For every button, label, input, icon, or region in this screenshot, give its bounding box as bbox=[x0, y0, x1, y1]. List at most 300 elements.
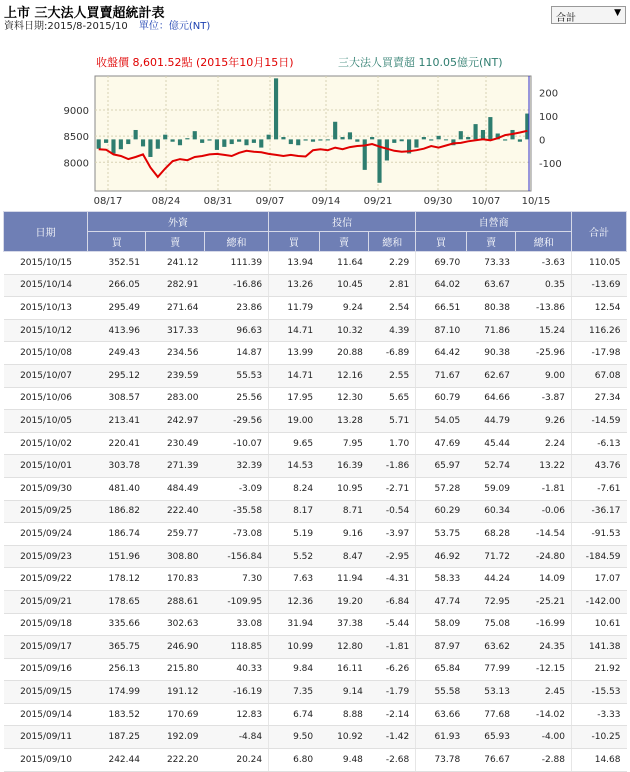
page-title: 上市 三大法人買賣超統計表 bbox=[4, 6, 165, 21]
cell-value: 90.38 bbox=[466, 342, 516, 365]
cell-value: 178.65 bbox=[88, 590, 146, 613]
cell-value: 53.13 bbox=[466, 681, 516, 704]
cell-value: 11.79 bbox=[269, 297, 320, 320]
header-date: 日期 bbox=[4, 212, 88, 252]
cell-value: 14.71 bbox=[269, 319, 320, 342]
cell-value: 53.75 bbox=[416, 523, 467, 546]
table-header-row bbox=[4, 212, 627, 232]
cell-date: 2015/10/08 bbox=[4, 342, 88, 365]
cell-value: 8.71 bbox=[319, 500, 369, 523]
net-bar bbox=[104, 139, 108, 143]
cell-date: 2015/09/21 bbox=[4, 590, 88, 613]
net-bar bbox=[429, 139, 433, 140]
cell-value: -10.25 bbox=[572, 726, 627, 749]
net-bar bbox=[466, 137, 470, 139]
cell-value: 20.88 bbox=[319, 342, 369, 365]
cell-value: 222.40 bbox=[146, 500, 204, 523]
cell-value: 59.09 bbox=[466, 477, 516, 500]
cell-value: 73.78 bbox=[416, 749, 467, 772]
net-bar bbox=[222, 139, 226, 147]
cell-value: -12.15 bbox=[516, 658, 572, 681]
table-row bbox=[4, 410, 627, 433]
cell-value: -3.97 bbox=[369, 523, 416, 546]
net-bar bbox=[119, 139, 123, 149]
table-row bbox=[4, 613, 627, 636]
cell-value: -14.02 bbox=[516, 703, 572, 726]
cell-value: 220.41 bbox=[88, 432, 146, 455]
cell-value: 10.45 bbox=[319, 274, 369, 297]
cell-value: 62.67 bbox=[466, 364, 516, 387]
right-tick-label: 0 bbox=[539, 135, 546, 147]
net-bar bbox=[200, 139, 204, 143]
cell-date: 2015/09/11 bbox=[4, 726, 88, 749]
cell-value: 9.24 bbox=[319, 297, 369, 320]
cell-value: 413.96 bbox=[88, 319, 146, 342]
cell-value: -6.84 bbox=[369, 590, 416, 613]
net-bar bbox=[207, 139, 211, 140]
net-bar bbox=[259, 139, 263, 147]
cell-value: 7.30 bbox=[204, 568, 268, 591]
institutional-table bbox=[3, 211, 627, 772]
cell-date: 2015/10/12 bbox=[4, 319, 88, 342]
cell-value: 192.09 bbox=[146, 726, 204, 749]
cell-date: 2015/10/07 bbox=[4, 364, 88, 387]
table-row bbox=[4, 455, 627, 478]
net-bar bbox=[333, 122, 337, 140]
cell-value: -29.56 bbox=[204, 410, 268, 433]
cell-date: 2015/09/24 bbox=[4, 523, 88, 546]
header-total: 合計 bbox=[572, 212, 627, 252]
x-tick-label: 10/07 bbox=[471, 196, 501, 207]
cell-value: 14.53 bbox=[269, 455, 320, 478]
cell-value: -6.13 bbox=[572, 432, 627, 455]
cell-value: -6.26 bbox=[369, 658, 416, 681]
cell-value: -2.71 bbox=[369, 477, 416, 500]
cell-date: 2015/10/15 bbox=[4, 252, 88, 275]
net-bar bbox=[252, 139, 256, 143]
cell-value: 256.13 bbox=[88, 658, 146, 681]
cell-value: 27.34 bbox=[572, 387, 627, 410]
cell-value: 76.67 bbox=[466, 749, 516, 772]
cell-value: 246.90 bbox=[146, 636, 204, 659]
cell-date: 2015/09/25 bbox=[4, 500, 88, 523]
cell-date: 2015/09/17 bbox=[4, 636, 88, 659]
cell-value: 63.66 bbox=[416, 703, 467, 726]
cell-value: -17.98 bbox=[572, 342, 627, 365]
cell-value: -16.99 bbox=[516, 613, 572, 636]
cell-value: 484.49 bbox=[146, 477, 204, 500]
cell-value: 21.92 bbox=[572, 658, 627, 681]
cell-value: 170.83 bbox=[146, 568, 204, 591]
cell-value: -4.31 bbox=[369, 568, 416, 591]
cell-date: 2015/10/14 bbox=[4, 274, 88, 297]
header-dealer-sell: 賣 bbox=[466, 232, 516, 252]
net-bar bbox=[97, 139, 101, 148]
net-bar bbox=[185, 138, 189, 139]
cell-value: 7.63 bbox=[269, 568, 320, 591]
x-tick-label: 08/31 bbox=[203, 196, 233, 207]
net-bar bbox=[304, 139, 308, 140]
cell-value: 2.45 bbox=[516, 681, 572, 704]
net-bar bbox=[474, 124, 478, 139]
cell-date: 2015/10/06 bbox=[4, 387, 88, 410]
cell-value: 55.53 bbox=[204, 364, 268, 387]
table-row bbox=[4, 568, 627, 591]
cell-value: -1.81 bbox=[516, 477, 572, 500]
cell-value: 64.02 bbox=[416, 274, 467, 297]
cell-value: 6.74 bbox=[269, 703, 320, 726]
cell-value: 335.66 bbox=[88, 613, 146, 636]
cell-value: -16.19 bbox=[204, 681, 268, 704]
cell-value: 271.64 bbox=[146, 297, 204, 320]
cell-value: 2.54 bbox=[369, 297, 416, 320]
cell-value: 5.52 bbox=[269, 545, 320, 568]
cell-value: 116.26 bbox=[572, 319, 627, 342]
cell-value: 44.79 bbox=[466, 410, 516, 433]
cell-value: 249.43 bbox=[88, 342, 146, 365]
cell-value: -1.86 bbox=[369, 455, 416, 478]
net-bar bbox=[422, 137, 426, 139]
cell-value: 58.33 bbox=[416, 568, 467, 591]
cell-value: -14.54 bbox=[516, 523, 572, 546]
cell-value: -1.79 bbox=[369, 681, 416, 704]
cell-value: 10.32 bbox=[319, 319, 369, 342]
net-bar bbox=[311, 139, 315, 141]
cell-value: 282.91 bbox=[146, 274, 204, 297]
cell-value: 7.35 bbox=[269, 681, 320, 704]
cell-value: 118.85 bbox=[204, 636, 268, 659]
cell-date: 2015/09/23 bbox=[4, 545, 88, 568]
cell-value: 288.61 bbox=[146, 590, 204, 613]
net-bar bbox=[244, 139, 248, 145]
cell-date: 2015/09/14 bbox=[4, 703, 88, 726]
cell-value: -4.84 bbox=[204, 726, 268, 749]
table-row bbox=[4, 636, 627, 659]
cell-value: 77.99 bbox=[466, 658, 516, 681]
cell-value: 60.29 bbox=[416, 500, 467, 523]
net-bar bbox=[414, 139, 418, 147]
cell-value: 1.70 bbox=[369, 432, 416, 455]
cell-value: 47.74 bbox=[416, 590, 467, 613]
cell-value: 47.69 bbox=[416, 432, 467, 455]
cell-value: 46.92 bbox=[416, 545, 467, 568]
cell-value: 9.00 bbox=[516, 364, 572, 387]
cell-value: 65.93 bbox=[466, 726, 516, 749]
cell-value: -2.14 bbox=[369, 703, 416, 726]
cell-value: 44.24 bbox=[466, 568, 516, 591]
cell-value: 55.58 bbox=[416, 681, 467, 704]
net-bar bbox=[193, 131, 197, 139]
cell-value: -4.00 bbox=[516, 726, 572, 749]
cell-value: 10.95 bbox=[319, 477, 369, 500]
cell-value: 9.50 bbox=[269, 726, 320, 749]
institutional-chart bbox=[0, 48, 630, 208]
right-tick-label: 200 bbox=[539, 88, 559, 100]
cell-value: 213.41 bbox=[88, 410, 146, 433]
x-tick-label: 09/14 bbox=[311, 196, 341, 207]
net-bar bbox=[237, 139, 241, 141]
cell-value: 9.26 bbox=[516, 410, 572, 433]
right-tick-label: 100 bbox=[539, 111, 559, 123]
cell-date: 2015/09/22 bbox=[4, 568, 88, 591]
header-trust-sell: 賣 bbox=[319, 232, 369, 252]
net-bar bbox=[444, 139, 448, 140]
cell-value: -24.80 bbox=[516, 545, 572, 568]
cell-value: -25.96 bbox=[516, 342, 572, 365]
header-trust-buy: 買 bbox=[269, 232, 320, 252]
cell-value: 110.05 bbox=[572, 252, 627, 275]
table-row bbox=[4, 319, 627, 342]
net-title: 三大法人買賣超 110.05億元(NT) bbox=[338, 56, 503, 69]
cell-value: 303.78 bbox=[88, 455, 146, 478]
cell-value: 12.36 bbox=[269, 590, 320, 613]
left-tick-label: 8500 bbox=[63, 132, 89, 144]
cell-value: 10.61 bbox=[572, 613, 627, 636]
cell-value: 141.38 bbox=[572, 636, 627, 659]
unit-label: 單位：億元(NT) bbox=[138, 21, 211, 32]
header-dealer-net: 總和 bbox=[516, 232, 572, 252]
net-bar bbox=[340, 137, 344, 139]
table-row bbox=[4, 726, 627, 749]
cell-value: 14.68 bbox=[572, 749, 627, 772]
net-bar bbox=[355, 139, 359, 141]
net-bar bbox=[215, 139, 219, 150]
cell-value: 13.22 bbox=[516, 455, 572, 478]
net-bar bbox=[230, 139, 234, 144]
table-row bbox=[4, 500, 627, 523]
cell-value: 5.19 bbox=[269, 523, 320, 546]
cell-value: 60.34 bbox=[466, 500, 516, 523]
cell-value: 17.95 bbox=[269, 387, 320, 410]
cell-value: 8.47 bbox=[319, 545, 369, 568]
net-bar bbox=[156, 139, 160, 148]
header-foreign-net: 總和 bbox=[204, 232, 268, 252]
header-foreign-buy: 買 bbox=[88, 232, 146, 252]
cell-value: -0.06 bbox=[516, 500, 572, 523]
cell-value: 23.86 bbox=[204, 297, 268, 320]
cell-date: 2015/10/05 bbox=[4, 410, 88, 433]
metric-select[interactable] bbox=[551, 6, 626, 24]
cell-value: 24.35 bbox=[516, 636, 572, 659]
cell-value: 174.99 bbox=[88, 681, 146, 704]
cell-date: 2015/10/02 bbox=[4, 432, 88, 455]
cell-value: -2.68 bbox=[369, 749, 416, 772]
cell-value: 215.80 bbox=[146, 658, 204, 681]
cell-value: -36.17 bbox=[572, 500, 627, 523]
net-bar bbox=[111, 139, 115, 153]
header-foreign-sell: 賣 bbox=[146, 232, 204, 252]
table-row bbox=[4, 681, 627, 704]
cell-value: 187.25 bbox=[88, 726, 146, 749]
cell-value: 32.39 bbox=[204, 455, 268, 478]
cell-value: 73.33 bbox=[466, 252, 516, 275]
net-bar bbox=[363, 139, 367, 170]
cell-value: -184.59 bbox=[572, 545, 627, 568]
cell-value: 12.30 bbox=[319, 387, 369, 410]
table-row bbox=[4, 274, 627, 297]
x-tick-label: 08/17 bbox=[93, 196, 123, 207]
table-subheader-row bbox=[4, 232, 627, 252]
cell-value: 308.57 bbox=[88, 387, 146, 410]
cell-value: 13.99 bbox=[269, 342, 320, 365]
cell-value: 186.74 bbox=[88, 523, 146, 546]
price-title: 收盤價 8,601.52點 (2015年10月15日) bbox=[96, 56, 294, 69]
net-bar bbox=[481, 130, 485, 139]
cell-value: 37.38 bbox=[319, 613, 369, 636]
table-row bbox=[4, 387, 627, 410]
cell-date: 2015/09/10 bbox=[4, 749, 88, 772]
cell-value: 4.39 bbox=[369, 319, 416, 342]
cell-value: -0.54 bbox=[369, 500, 416, 523]
cell-value: -15.53 bbox=[572, 681, 627, 704]
cell-value: 2.24 bbox=[516, 432, 572, 455]
net-bar bbox=[281, 137, 285, 139]
cell-value: 25.56 bbox=[204, 387, 268, 410]
net-bar bbox=[296, 139, 300, 145]
cell-date: 2015/09/30 bbox=[4, 477, 88, 500]
cell-value: 63.67 bbox=[466, 274, 516, 297]
cell-value: 75.08 bbox=[466, 613, 516, 636]
x-tick-label: 10/15 bbox=[521, 196, 551, 207]
cell-value: 16.11 bbox=[319, 658, 369, 681]
table-row bbox=[4, 432, 627, 455]
net-bar bbox=[370, 137, 374, 139]
cell-value: 2.29 bbox=[369, 252, 416, 275]
cell-value: 14.87 bbox=[204, 342, 268, 365]
cell-value: 234.56 bbox=[146, 342, 204, 365]
cell-value: 8.17 bbox=[269, 500, 320, 523]
header-trust-net: 總和 bbox=[369, 232, 416, 252]
cell-value: 259.77 bbox=[146, 523, 204, 546]
cell-value: 66.51 bbox=[416, 297, 467, 320]
cell-value: 9.84 bbox=[269, 658, 320, 681]
cell-value: 12.83 bbox=[204, 703, 268, 726]
net-bar bbox=[289, 139, 293, 144]
cell-value: 54.05 bbox=[416, 410, 467, 433]
cell-value: 5.65 bbox=[369, 387, 416, 410]
net-bar bbox=[437, 136, 441, 140]
net-bar bbox=[400, 139, 404, 141]
cell-value: 8.88 bbox=[319, 703, 369, 726]
cell-value: 87.10 bbox=[416, 319, 467, 342]
cell-value: 13.94 bbox=[269, 252, 320, 275]
table-row bbox=[4, 297, 627, 320]
cell-value: 9.65 bbox=[269, 432, 320, 455]
metric-select-value: 合計 bbox=[556, 13, 576, 24]
cell-value: 230.49 bbox=[146, 432, 204, 455]
table-row bbox=[4, 477, 627, 500]
cell-value: 241.12 bbox=[146, 252, 204, 275]
cell-value: -142.00 bbox=[572, 590, 627, 613]
cell-value: -2.95 bbox=[369, 545, 416, 568]
net-bar bbox=[178, 139, 182, 145]
cell-value: 52.74 bbox=[466, 455, 516, 478]
header-foreign: 外資 bbox=[88, 212, 269, 232]
cell-value: -91.53 bbox=[572, 523, 627, 546]
table-row bbox=[4, 252, 627, 275]
table-row bbox=[4, 523, 627, 546]
cell-value: 58.09 bbox=[416, 613, 467, 636]
cell-value: 71.86 bbox=[466, 319, 516, 342]
cell-value: 308.80 bbox=[146, 545, 204, 568]
cell-value: -35.58 bbox=[204, 500, 268, 523]
net-bar bbox=[134, 130, 138, 139]
net-bar bbox=[348, 132, 352, 139]
cell-value: 19.00 bbox=[269, 410, 320, 433]
cell-value: 302.63 bbox=[146, 613, 204, 636]
cell-value: 151.96 bbox=[88, 545, 146, 568]
cell-value: 7.95 bbox=[319, 432, 369, 455]
chevron-down-icon: ▼ bbox=[614, 8, 621, 18]
table-row bbox=[4, 342, 627, 365]
cell-value: 72.95 bbox=[466, 590, 516, 613]
cell-value: 111.39 bbox=[204, 252, 268, 275]
net-bar bbox=[318, 139, 322, 140]
cell-value: 222.20 bbox=[146, 749, 204, 772]
cell-value: -3.63 bbox=[516, 252, 572, 275]
cell-value: 61.93 bbox=[416, 726, 467, 749]
cell-value: 10.99 bbox=[269, 636, 320, 659]
cell-value: 295.12 bbox=[88, 364, 146, 387]
cell-value: 71.72 bbox=[466, 545, 516, 568]
table-row bbox=[4, 658, 627, 681]
cell-value: 14.71 bbox=[269, 364, 320, 387]
cell-value: 317.33 bbox=[146, 319, 204, 342]
cell-date: 2015/10/13 bbox=[4, 297, 88, 320]
cell-value: -10.07 bbox=[204, 432, 268, 455]
cell-value: 191.12 bbox=[146, 681, 204, 704]
cell-value: 67.08 bbox=[572, 364, 627, 387]
cell-value: 295.49 bbox=[88, 297, 146, 320]
cell-date: 2015/09/16 bbox=[4, 658, 88, 681]
cell-value: 481.40 bbox=[88, 477, 146, 500]
cell-value: 2.81 bbox=[369, 274, 416, 297]
cell-date: 2015/10/01 bbox=[4, 455, 88, 478]
header-trust: 投信 bbox=[269, 212, 416, 232]
left-tick-label: 9000 bbox=[63, 105, 89, 117]
cell-value: 239.59 bbox=[146, 364, 204, 387]
net-bar bbox=[163, 135, 167, 140]
header-dealer: 自營商 bbox=[416, 212, 572, 232]
net-bar bbox=[126, 139, 130, 144]
cell-value: -25.21 bbox=[516, 590, 572, 613]
net-bar bbox=[459, 131, 463, 139]
cell-value: -16.86 bbox=[204, 274, 268, 297]
cell-value: 9.48 bbox=[319, 749, 369, 772]
cell-value: 183.52 bbox=[88, 703, 146, 726]
cell-value: 45.44 bbox=[466, 432, 516, 455]
x-tick-label: 09/21 bbox=[363, 196, 393, 207]
cell-value: 60.79 bbox=[416, 387, 467, 410]
x-tick-label: 09/30 bbox=[423, 196, 453, 207]
cell-value: -156.84 bbox=[204, 545, 268, 568]
cell-value: -2.88 bbox=[516, 749, 572, 772]
cell-value: 65.97 bbox=[416, 455, 467, 478]
x-tick-label: 09/07 bbox=[255, 196, 285, 207]
cell-value: 9.16 bbox=[319, 523, 369, 546]
cell-value: 31.94 bbox=[269, 613, 320, 636]
cell-value: 5.71 bbox=[369, 410, 416, 433]
cell-value: -7.61 bbox=[572, 477, 627, 500]
cell-value: 15.24 bbox=[516, 319, 572, 342]
cell-value: 0.35 bbox=[516, 274, 572, 297]
cell-value: -3.87 bbox=[516, 387, 572, 410]
net-bar bbox=[326, 139, 330, 140]
cell-value: 64.42 bbox=[416, 342, 467, 365]
cell-value: 69.70 bbox=[416, 252, 467, 275]
cell-value: 12.80 bbox=[319, 636, 369, 659]
cell-value: 11.94 bbox=[319, 568, 369, 591]
